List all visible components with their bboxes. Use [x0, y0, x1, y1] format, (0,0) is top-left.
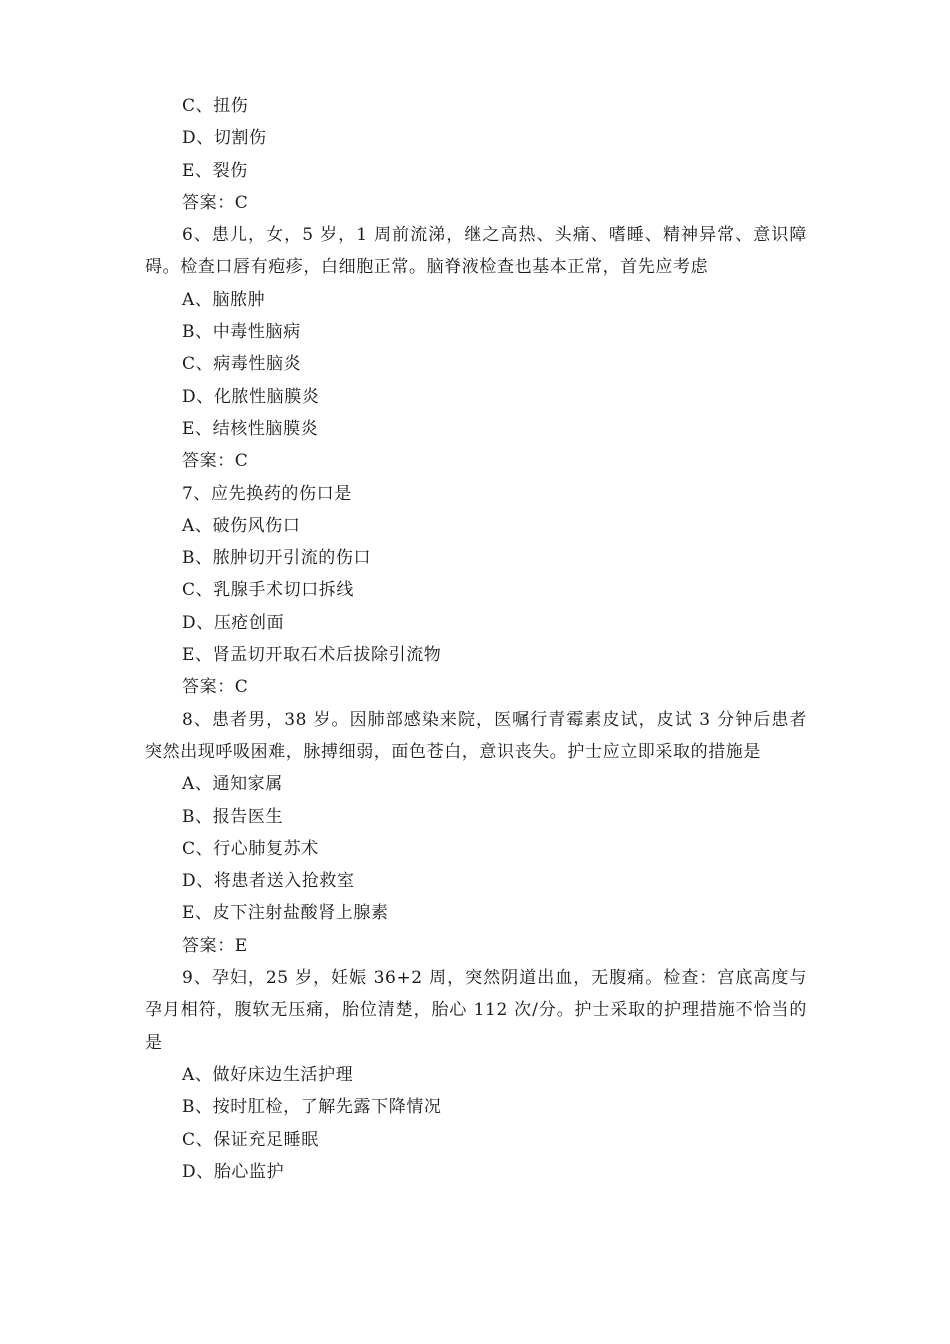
option-d-q8: D、将患者送入抢救室: [182, 871, 355, 892]
option-b-q7: B、脓肿切开引流的伤口: [182, 548, 372, 569]
option-a-q7: A、破伤风伤口: [182, 515, 301, 536]
option-d-q6: D、化脓性脑膜炎: [182, 386, 320, 407]
question-7: 7、应先换药的伤口是: [182, 483, 352, 504]
option-c-q6: C、病毒性脑炎: [182, 354, 302, 375]
option-a-q6: A、脑脓肿: [182, 289, 266, 310]
option-c-q7: C、乳腺手术切口拆线: [182, 580, 355, 601]
option-e-q8: E、皮下注射盐酸肾上腺素: [182, 903, 389, 924]
option-b-q9: B、按时肛检，了解先露下降情况: [182, 1097, 442, 1118]
option-c-q9: C、保证充足睡眠: [182, 1129, 319, 1150]
option-a-q9: A、做好床边生活护理: [182, 1064, 354, 1085]
answer-q7: 答案：C: [182, 677, 249, 698]
option-d-q7: D、压疮创面: [182, 612, 285, 633]
answer-q8: 答案：E: [182, 935, 248, 956]
option-c-q5: C、扭伤: [182, 96, 249, 116]
option-a-q8: A、通知家属: [182, 774, 283, 795]
option-e-q7: E、肾盂切开取石术后拔除引流物: [182, 645, 442, 666]
document-page: [145, 90, 807, 1188]
option-d-q9: D、胎心监护: [182, 1161, 285, 1182]
question-9: 9、孕妇，25 岁，妊娠 36+2 周，突然阴道出血，无腹痛。检查：宫底高度与孕月相符，腹软无压痛，胎位清楚，胎心 112 次/分。护士采取的护理措施不恰当的是: [145, 968, 807, 1053]
answer-q6: 答案：C: [182, 451, 249, 472]
option-e-q5: E、裂伤: [182, 160, 248, 181]
option-b-q8: B、报告医生: [182, 806, 284, 827]
question-8: 8、患者男，38 岁。因肺部感染来院，医嘱行青霉素皮试，皮试 3 分钟后患者突然出现呼吸困难，脉搏细弱，面色苍白，意识丧失。护士应立即采取的措施是: [145, 709, 807, 762]
option-b-q6: B、中毒性脑病: [182, 322, 301, 343]
question-6: 6、患儿，女，5 岁，1 周前流涕，继之高热、头痛、嗜睡、精神异常、意识障碍。检查口唇有疱疹，白细胞正常。脑脊液检查也基本正常，首先应考虑: [145, 225, 807, 278]
option-e-q6: E、结核性脑膜炎: [182, 418, 319, 439]
option-d-q5: D、切割伤: [182, 128, 267, 149]
answer-q5: 答案：C: [182, 192, 249, 213]
option-c-q8: C、行心肺复苏术: [182, 838, 319, 859]
